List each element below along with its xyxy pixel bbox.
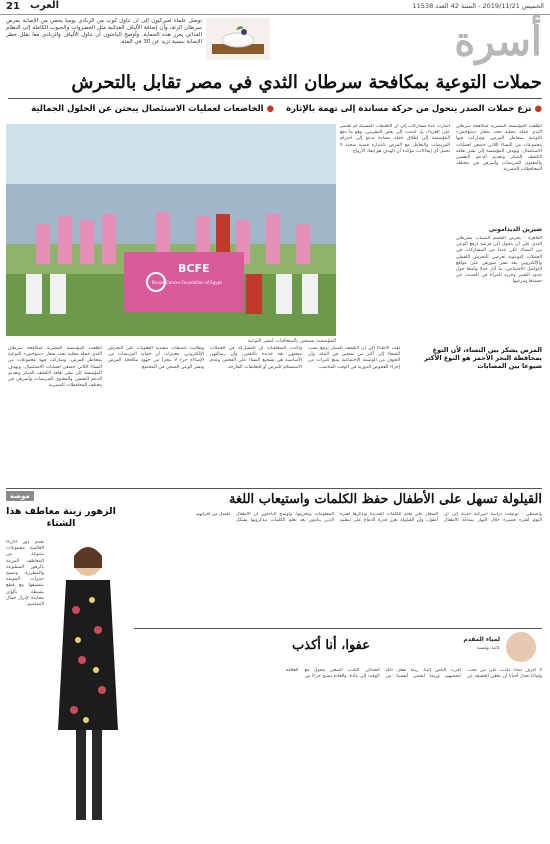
- column-rule: [134, 628, 542, 629]
- bottom-column-2: وأكدت المتعافيات أن المشاركة في الحملات منحتهن ثقة جديدة بالنفس، وأن رسالتهن الأساسية هي تشجيع النساء على الفحص وعدم الاستسلام للمرض أو للتعليقات الجارحة.: [210, 346, 302, 370]
- story2-headline: القيلولة تسهل على الأطفال حفظ الكلمات واستيعاب اللغة: [229, 492, 542, 507]
- subheadline-2: ● الخاضعات لعمليات الاستئصال يبحثن عن الحلول الجمالية: [31, 104, 274, 114]
- pull-quote: المرض يشكر بين النساء، لأن النوع بمحافظة البحر الأحمر هو النوع الأكثر شيوعا بين المصابات: [424, 346, 542, 370]
- headline-rule: [8, 98, 542, 99]
- section-label: أسرة: [454, 18, 542, 65]
- story2-rule: [6, 488, 542, 489]
- newspaper-logo: العرب: [30, 0, 60, 11]
- promo-text: توصل علماء أميركيون إلى أن تناول كوب من الزبادي يوميا يحمي من الإصابة بمرض سرطان الرئة، وأن إضافة الألياف الغذائية مثل الخضروات والحبوب الكاملة إلى النظام الغذائي يعزز هذه الحماية. وأوضح الباحثون أن تناول الألياف والزبادي معا يقلل خطر الإصابة بنسبة تزيد عن 30 في المئة.: [6, 18, 202, 45]
- bottom-column-3: وطالبت ناشطات بتشديد العقوبات على التحرش الإلكتروني، معتبرات أن حماية المريضات من الإساءة جزء لا يتجزأ من جهود مكافحة المرض ونشر الوعي الصحي في المجتمع.: [108, 346, 204, 370]
- author-name: لمياء المقدم: [463, 636, 500, 643]
- byline: شيرين الديداموني: [488, 226, 542, 233]
- photo-caption: المؤسسة تستعين بالمتعافيات لنشر التوعية: [247, 338, 336, 344]
- main-headline: حملات التوعية بمكافحة سرطان الثدي في مصر تقابل بالتحرش: [71, 72, 542, 93]
- bottom-column-1: لفت الأطباء إلى أن الكشف المبكر يرفع نسب الشفاء إلى أكثر من تسعين في المئة، وأن الخوف من الوصمة الاجتماعية يمنع كثيرات من إجراء الفحوص الدورية في الوقت المناسب.: [308, 346, 400, 370]
- author-title: كاتبة تونسية: [476, 646, 500, 651]
- model-coat-illustration: [48, 540, 128, 836]
- story2-body: واشنطن - توصلت دراسة أميركية حديثة إلى أن النوم لفترة قصيرة خلال النهار يساعد الأطفال الصغار على تعلم الكلمات الجديدة وتذكرها لفترة أطول، وأن القيلولة تعزز قدرة الدماغ على تنظيم المعلومات وتخزينها. وأوضح الباحثون أن الأطفال الذين ينامون بعد تعلم الكلمات يتذكرونها بشكل أفضل من أقرانهم.: [194, 512, 542, 524]
- column-headline: عفوا، أنا أكذب: [292, 638, 370, 653]
- fashion-tag: موضة: [6, 491, 34, 501]
- article-column-3: أشارت عدة مشاركات إلى أن التعليقات المسيئة لم تقتصر على الغرباء، بل امتدت إلى بعض المقربين، وهو ما دفع المؤسسة إلى إطلاق حملة مضادة تدعو إلى احترام المريضات والتعامل مع المرض باعتباره قضية صحية لا تحمل أي إيحاءات، مؤكدة أن الهدف هو إنقاذ الأرواح.: [340, 124, 450, 154]
- fashion-headline: الزهور زينة معاطف هذا الشتاء: [6, 506, 116, 529]
- group-photo-illustration: [6, 124, 336, 336]
- fashion-model-photo: [48, 540, 128, 836]
- author-avatar: [506, 632, 536, 662]
- subheadline-1: ● نزع حملات الصدر يتحول من حركة مساندة إلى تهمة بالإثارة: [286, 104, 542, 114]
- photo-banner-subtitle: Breast Cancer Foundation of Egypt: [152, 280, 222, 285]
- page-number: 21: [6, 1, 20, 12]
- lead-column: أطلقت المؤسسة المصرية لمكافحة سرطان الثدي حملة محلية تحت شعار «بنتوحش» للتوعية بمخاطر المرض، وشاركت فيها مجموعات من النساء اللاتي خضعن لعمليات الاستئصال. وتهدف المؤسسة إلى نشر ثقافة الكشف المبكر وتقديم الدعم النفسي والمعنوي للمريضات وأسرهن في مختلف المحافظات المصرية.: [456, 124, 542, 173]
- bottom-column-4: أطلقت المؤسسة المصرية لمكافحة سرطان الثدي حملة محلية تحت شعار «بنتوحش» للتوعية بمخاطر المرض، وشاركت فيها مجموعات من النساء اللاتي خضعن لعمليات الاستئصال. وتهدف المؤسسة إلى نشر ثقافة الكشف المبكر وتقديم الدعم النفسي والمعنوي للمريضات وأسرهن في مختلف المحافظات المصرية.: [8, 346, 102, 389]
- photo-banner-logo: BCFE: [178, 262, 210, 275]
- fashion-body: تقدم دور الأزياء العالمية مجموعات متنوعة من المعاطف المزينة بالزهور المطبوعة والمطرزة، وتنصح خبيرات الموضة بتنسيقها مع قطع بسيطة بألوان محايدة لإبراز جمال التصاميم.: [6, 540, 44, 608]
- yogurt-bowl-icon: [206, 18, 270, 60]
- main-photo: [6, 124, 336, 336]
- article-column-2: القاهرة - يحرص الجسم المصاب بسرطان الثدي على أن يتحول إلى فرصة لرفع الوعي بين النساء، لكن عددا من المشاركات في الحملات التوعوية تعرضن للتحرش اللفظي والإلكتروني بعد نشر صورهن على مواقع التواصل الاجتماعي، ما أثار جدلا واسعا حول حدود التعبير وحرية المرأة في الحديث عن جسدها ومرضها.: [456, 236, 542, 285]
- dateline: الخميس 2019/11/21 - السنة 42 العدد 11538: [412, 2, 544, 10]
- promo-image: [206, 18, 270, 60]
- column-body: لا أعرف لماذا نكذب على من نحب، ولماذا نختار أحيانا أن نخفي الحقيقة عن أقرب الناس إلينا. ربما نفعل ذلك لنحميهم، وربما لنحمي أنفسنا من الخذلان. الكذب الصغير يتحول مع الوقت إلى عادة، والعادة تصبح جزءا من العلاقة.: [284, 668, 542, 680]
